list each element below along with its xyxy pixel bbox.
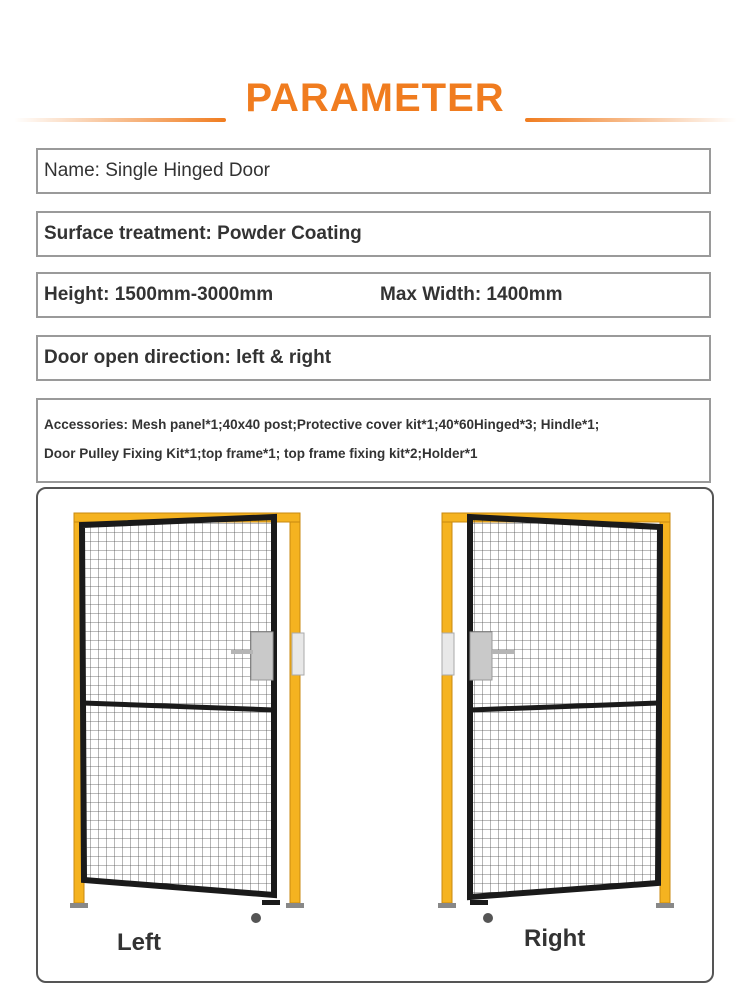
spec-height: Height: 1500mm-3000mm xyxy=(44,284,274,305)
left-door-image xyxy=(66,505,316,935)
right-door-caption: Right xyxy=(524,925,586,952)
spec-direction: Door open direction: left & right xyxy=(44,347,332,368)
left-door-caption: Left xyxy=(117,929,161,956)
accessories-line-1: Accessories: Mesh panel*1;40x40 post;Protective cover kit*1;40*60Hinged*3; Hindle*1; xyxy=(44,417,600,432)
spec-surface-box xyxy=(36,211,711,257)
page-title: PARAMETER xyxy=(245,76,505,120)
accessories-line-2: Door Pulley Fixing Kit*1;top frame*1; top frame fixing kit*2;Holder*1 xyxy=(44,446,478,461)
title-rule-left xyxy=(14,118,226,122)
spec-size-box xyxy=(36,272,711,318)
spec-name-box xyxy=(36,148,711,194)
spec-direction-box xyxy=(36,335,711,381)
right-door-image xyxy=(434,505,684,935)
spec-max-width: Max Width: 1400mm xyxy=(380,284,563,305)
spec-accessories-box xyxy=(36,398,711,483)
spec-name: Name: Single Hinged Door xyxy=(44,160,271,181)
title-rule-right xyxy=(525,118,737,122)
spec-surface: Surface treatment: Powder Coating xyxy=(44,223,362,244)
